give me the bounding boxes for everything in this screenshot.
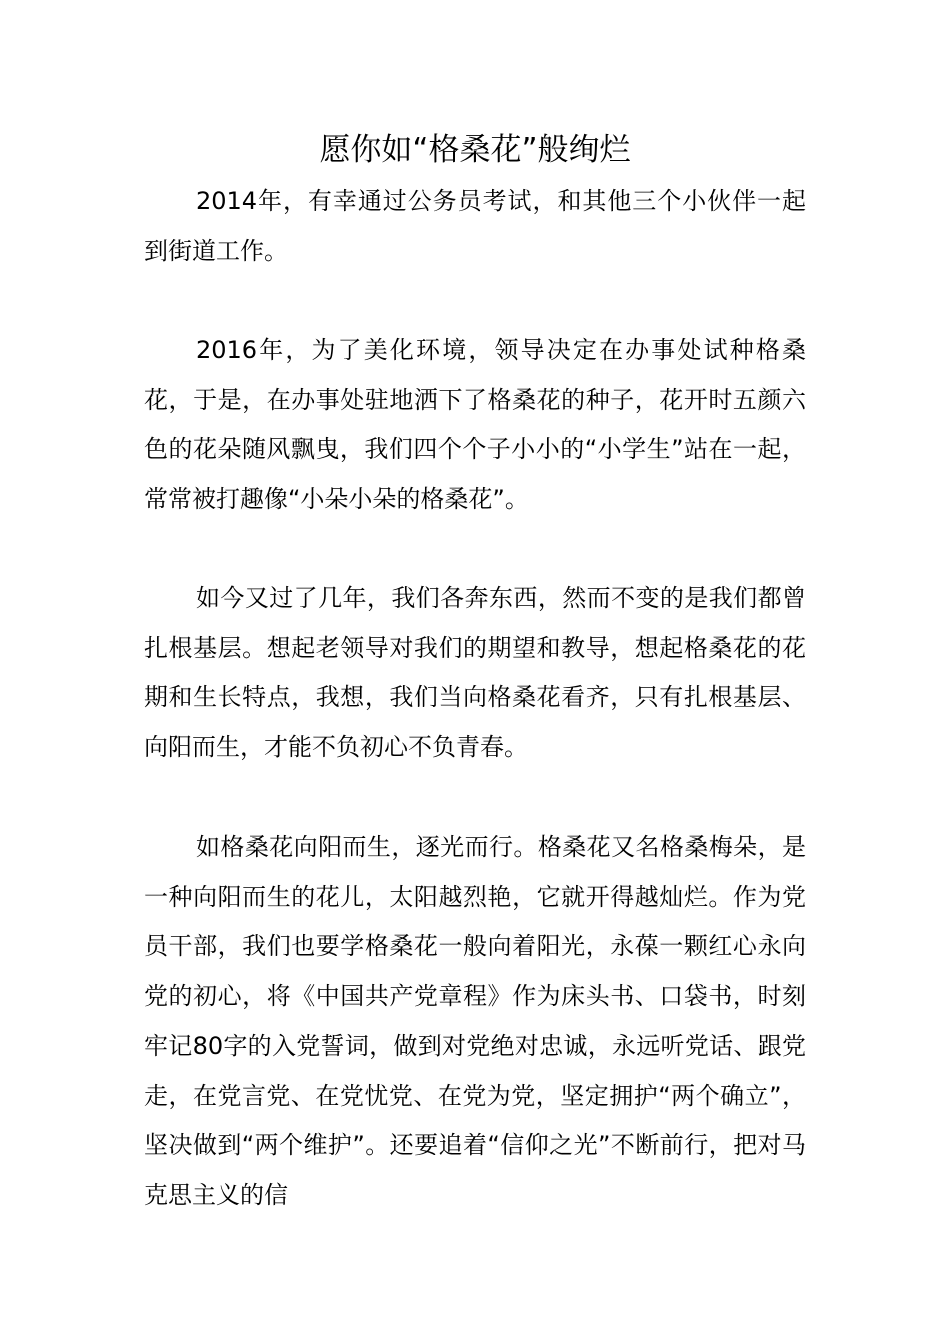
document-title: 愿你如“格桑花”般绚烂 xyxy=(319,132,631,168)
paragraph-1: 2014年，有幸通过公务员考试，和其他三个小伙伴一起到街道工作。 xyxy=(144,187,806,265)
paragraph-2: 2016年，为了美化环境，领导决定在办事处试种格桑花，于是，在办事处驻地洒下了格桑花的种子，花开时五颜六色的花朵随风飘曳，我们四个个子小小的“小学生”站在一起，常常被打趣像“小朵小朵的格桑花”。 xyxy=(144,336,806,514)
paragraph-3: 如今又过了几年，我们各奔东西，然而不变的是我们都曾扎根基层。想起老领导对我们的期望和教导，想起格桑花的花期和生长特点，我想，我们当向格桑花看齐，只有扎根基层、向阳而生，才能不负初心不负青春。 xyxy=(144,584,806,762)
paragraph-4: 如格桑花向阳而生，逐光而行。格桑花又名格桑梅朵，是一种向阳而生的花儿，太阳越烈艳，它就开得越灿烂。作为党员干部，我们也要学格桑花一般向着阳光，永葆一颗红心永向党的初心，将《中国共产党章程》作为床头书、口袋书，时刻牢记80字的入党誓词，做到对党绝对忠诚，永远听党话、跟党走，在党言党、在党忧党、在党为党，坚定拥护“两个确立”，坚决做到“两个维护”。还要追着“信仰之光”不断前行，把对马克思主义的信 xyxy=(144,833,806,1209)
